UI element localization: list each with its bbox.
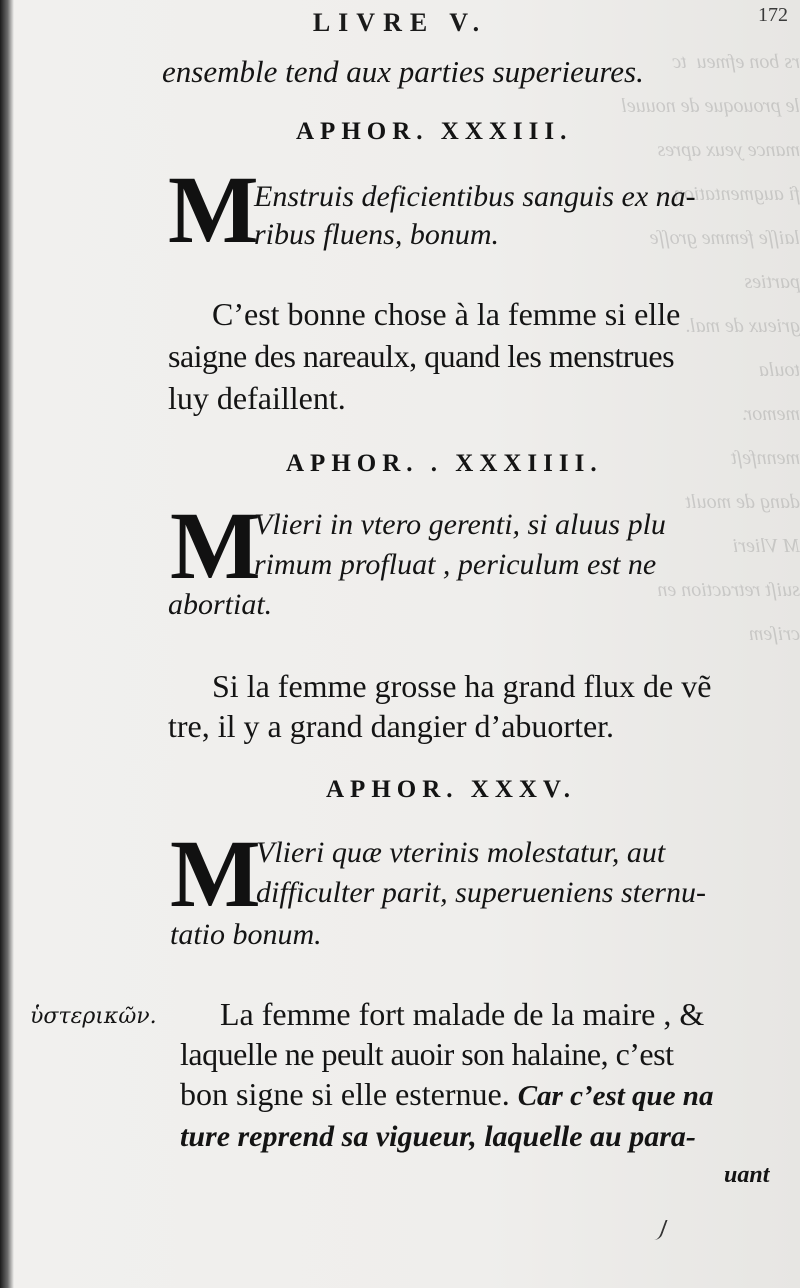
margin-note-greek: ὑστερικῶν. — [30, 1004, 157, 1029]
ink-mark — [644, 1220, 667, 1240]
page-number-bleed: 172 — [758, 4, 788, 26]
aphorism-heading: APHOR. XXXV. — [326, 776, 577, 803]
french-text-line: La femme fort malade de la maire , & — [220, 996, 705, 1032]
page-gutter-shadow — [0, 0, 14, 1288]
latin-text-line: rimum profluat , periculum est ne — [254, 548, 657, 581]
latin-text-line: Vlieri quæ vterinis molestatur, aut — [256, 836, 666, 869]
italic-text-segment: Car c’est que na — [517, 1080, 714, 1112]
latin-text-line: ribus fluens, bonum. — [254, 218, 500, 251]
latin-text-line: abortiat. — [168, 588, 273, 621]
show-through-text: rs bon efmeu tc le prouoque de nouuel mance yeux apres fi augmentation laiſſe femme groſſe parties grieux de mal. toula memor. mennfeſt dang de moult M Vlieri suiſt retraction en criſem — [621, 51, 800, 645]
catchword: uant — [724, 1162, 770, 1188]
aphorism-heading: APHOR. XXXIII. — [296, 118, 573, 145]
drop-cap: M — [170, 820, 261, 927]
running-header: LIVRE V. — [312, 8, 488, 37]
drop-cap: M — [168, 156, 259, 263]
french-text-line — [180, 1076, 713, 1113]
french-text-line: C’est bonne chose à la femme si elle — [212, 296, 681, 332]
french-text-line: tre, il y a grand dangier d’abuorter. — [168, 708, 615, 744]
french-text-line: luy defaillent. — [168, 380, 346, 416]
french-text-line: laquelle ne peult auoir son halaine, c’est — [180, 1036, 674, 1072]
french-text-line: Si la femme grosse ha grand flux de vẽ — [212, 668, 712, 704]
italic-text-line: ture reprend sa vigueur, laquelle au para- — [180, 1120, 696, 1153]
drop-cap: M — [170, 492, 261, 599]
latin-text-line: Enstruis deficientibus sanguis ex na- — [254, 180, 696, 213]
text-line: ensemble tend aux parties superieures. — [162, 54, 644, 89]
latin-text-line: Vlieri in vtero gerenti, si aluus plu — [254, 508, 666, 541]
latin-text-line: tatio bonum. — [170, 918, 322, 951]
french-text-line: saigne des nareaulx, quand les menstrues — [168, 338, 675, 374]
latin-text-line: difficulter parit, superueniens sternu- — [256, 876, 706, 909]
aphorism-heading: APHOR. . XXXIIII. — [286, 450, 603, 477]
french-text-segment: bon signe si elle esternue. — [180, 1076, 510, 1112]
